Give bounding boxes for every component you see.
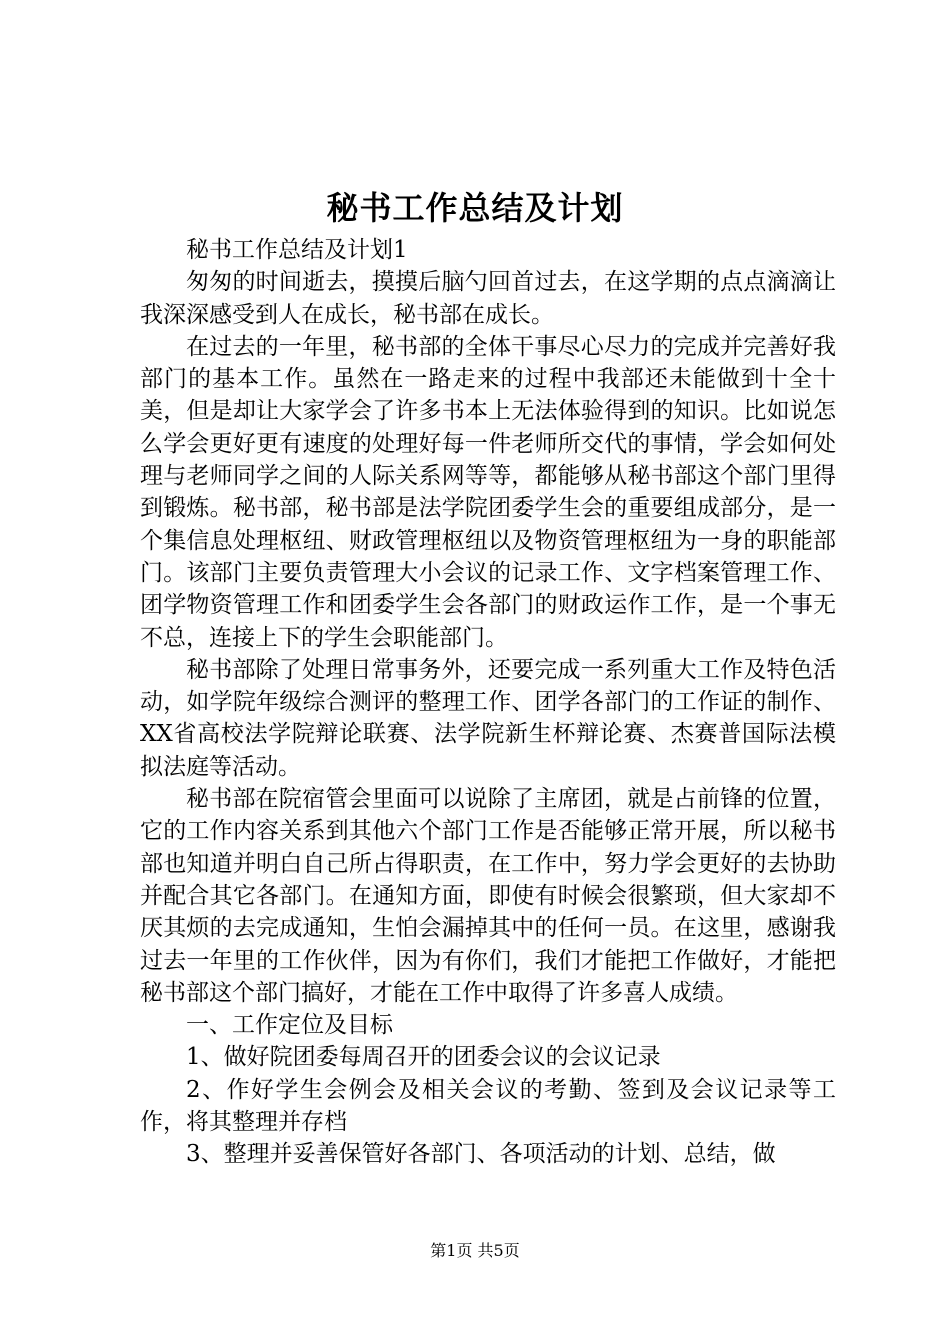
- paragraph: 匆匆的时间逝去，摸摸后脑勺回首过去，在这学期的点点滴滴让我深深感受到人在成长，秘书部在成长。: [140, 269, 836, 328]
- page-footer: 第1页 共5页: [430, 1241, 520, 1260]
- list-item: 1、做好院团委每周召开的团委会议的会议记录: [186, 1044, 661, 1071]
- document-title: 秘书工作总结及计划: [326, 189, 624, 227]
- list-item: 3、整理并妥善保管好各部门、各项活动的计划、总结，做: [186, 1141, 776, 1168]
- list-item: 2、作好学生会例会及相关会议的考勤、签到及会议记录等工作，将其整理并存档: [140, 1076, 836, 1136]
- paragraph: 秘书部在院宿管会里面可以说除了主席团，就是占前锋的位置，它的工作内容关系到其他六个部门工作是否能够正常开展，所以秘书部也知道并明白自己所占得职责，在工作中，努力学会更好的去协助并配合其它各部门。在通知方面，即使有时候会很繁琐，但大家却不厌其烦的去完成通知，生怕会漏掉其中的任何一员。在这里，感谢我过去一年里的工作伙伴，因为有你们，我们才能把工作做好，才能把秘书部这个部门搞好，才能在工作中取得了许多喜人成绩。: [140, 786, 836, 1006]
- paragraph-subtitle: 秘书工作总结及计划1: [186, 237, 408, 263]
- paragraph: 在过去的一年里，秘书部的全体干事尽心尽力的完成并完善好我部门的基本工作。虽然在一路走来的过程中我部还未能做到十全十美，但是却让大家学会了许多书本上无法体验得到的知识。比如说怎么学会更好更有速度的处理好每一件老师所交代的事情，学会如何处理与老师同学之间的人际关系网等等，都能够从秘书部这个部门里得到锻炼。秘书部，秘书部是法学院团委学生会的重要组成部分，是一个集信息处理枢纽、财政管理枢纽以及物资管理枢纽为一身的职能部门。该部门主要负责管理大小会议的记录工作、文字档案管理工作、团学物资管理工作和团委学生会各部门的财政运作工作，是一个事无不总，连接上下的学生会职能部门。: [140, 333, 836, 651]
- paragraph: 秘书部除了处理日常事务外，还要完成一系列重大工作及特色活动，如学院年级综合测评的整理工作、团学各部门的工作证的制作、XX省高校法学院辩论联赛、法学院新生杯辩论赛、杰赛普国际法模拟法庭等活动。: [140, 656, 836, 780]
- section-heading: 一、工作定位及目标: [186, 1012, 393, 1039]
- document-body: [140, 234, 836, 1171]
